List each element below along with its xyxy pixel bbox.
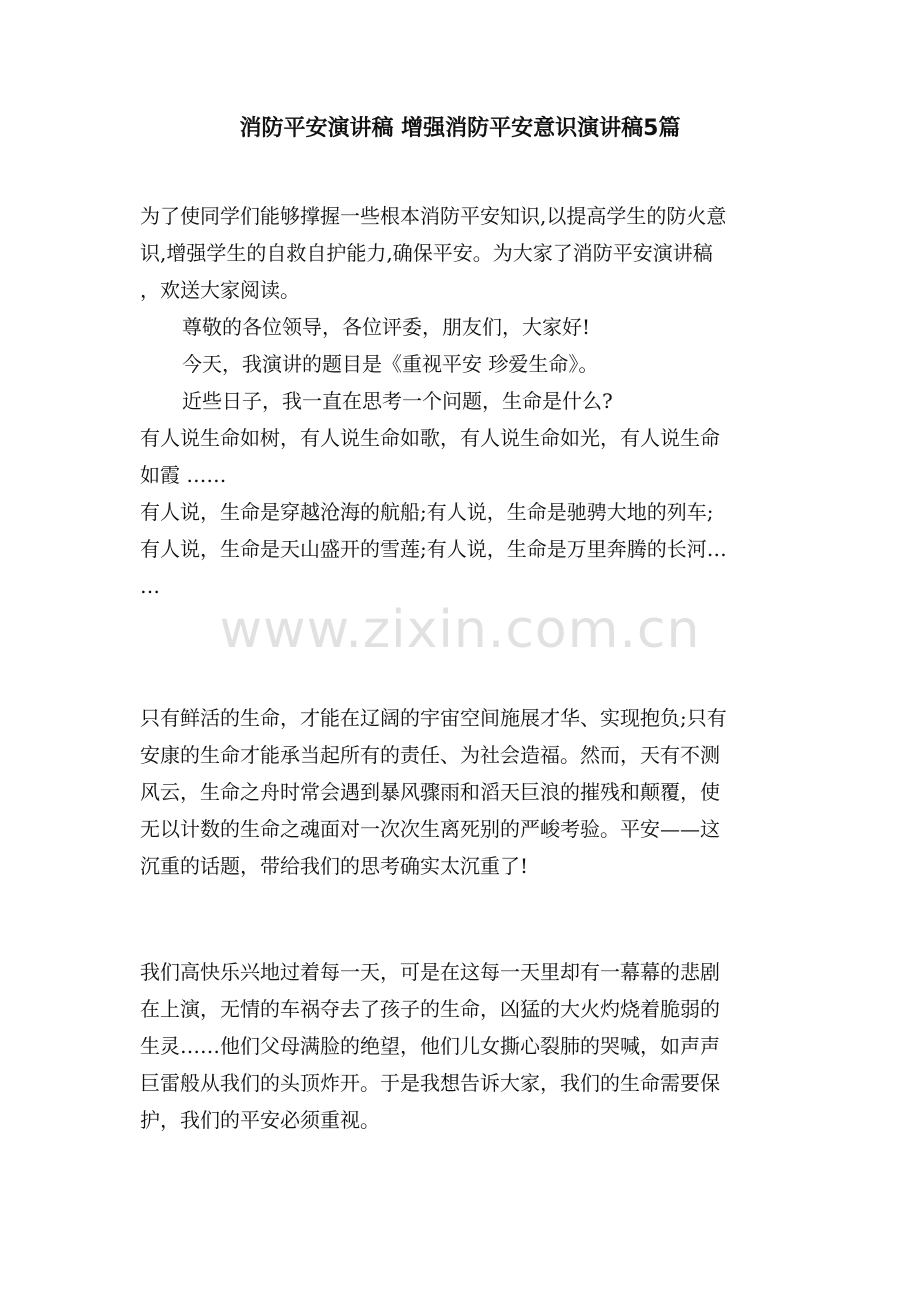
paragraph-line: 在上演，无情的车祸夺去了孩子的生命，凶猛的大火灼烧着脆弱的 [140,997,720,1021]
watermark: www.zixin.com.cn [219,600,701,660]
metaphor-line: 有人说生命如树，有人说生命如歌，有人说生命如光，有人说生命 [140,426,720,450]
greeting-line: 尊敬的各位领导，各位评委，朋友们，大家好! [182,315,591,339]
paragraph-line: 无以计数的生命之魂面对一次次生离死别的严峻考验。平安——这 [140,817,720,841]
metaphor-line: 有人说，生命是天山盛开的雪莲;有人说，生命是万里奔腾的长河… [140,537,727,561]
intro-line: 为了使同学们能够撑握一些根本消防平安知识,以提高学生的防火意 [140,204,727,228]
metaphor-line: 如霞 …… [140,463,227,487]
body-paragraph-4 [140,954,780,1139]
metaphor-line: 有人说，生命是穿越沧海的航船;有人说，生命是驰骋大地的列车; [140,500,714,524]
body-paragraph-3 [140,700,780,885]
paragraph-line: 只有鲜活的生命，才能在辽阔的宇宙空间施展才华、实现抱负;只有 [140,706,727,730]
intro-paragraph [140,198,780,605]
intro-line: 识,增强学生的自救自护能力,确保平安。为大家了消防平安演讲稿 [140,241,713,265]
question-line: 近些日子，我一直在思考一个问题，生命是什么? [182,389,613,413]
intro-line: ，欢送大家阅读。 [140,278,300,302]
document-title: 消防平安演讲稿 增强消防平安意识演讲稿5篇 [239,116,681,141]
paragraph-line: 生灵……他们父母满脸的绝望，他们儿女撕心裂肺的哭喊，如声声 [140,1034,720,1058]
paragraph-line: 安康的生命才能承当起所有的责任、为社会造福。然而，天有不测 [140,743,720,767]
paragraph-line: 护，我们的平安必须重视。 [140,1108,380,1132]
topic-line: 今天，我演讲的题目是《重视平安 珍爱生命》。 [182,352,599,376]
metaphor-line: … [140,574,160,598]
paragraph-line: 我们高快乐兴地过着每一天，可是在这每一天里却有一幕幕的悲剧 [140,960,720,984]
paragraph-line: 风云，生命之舟时常会遇到暴风骤雨和滔天巨浪的摧残和颠覆，使 [140,780,720,804]
paragraph-line: 沉重的话题，带给我们的思考确实太沉重了! [140,854,529,878]
paragraph-line: 巨雷般从我们的头顶炸开。于是我想告诉大家，我们的生命需要保 [140,1071,720,1095]
